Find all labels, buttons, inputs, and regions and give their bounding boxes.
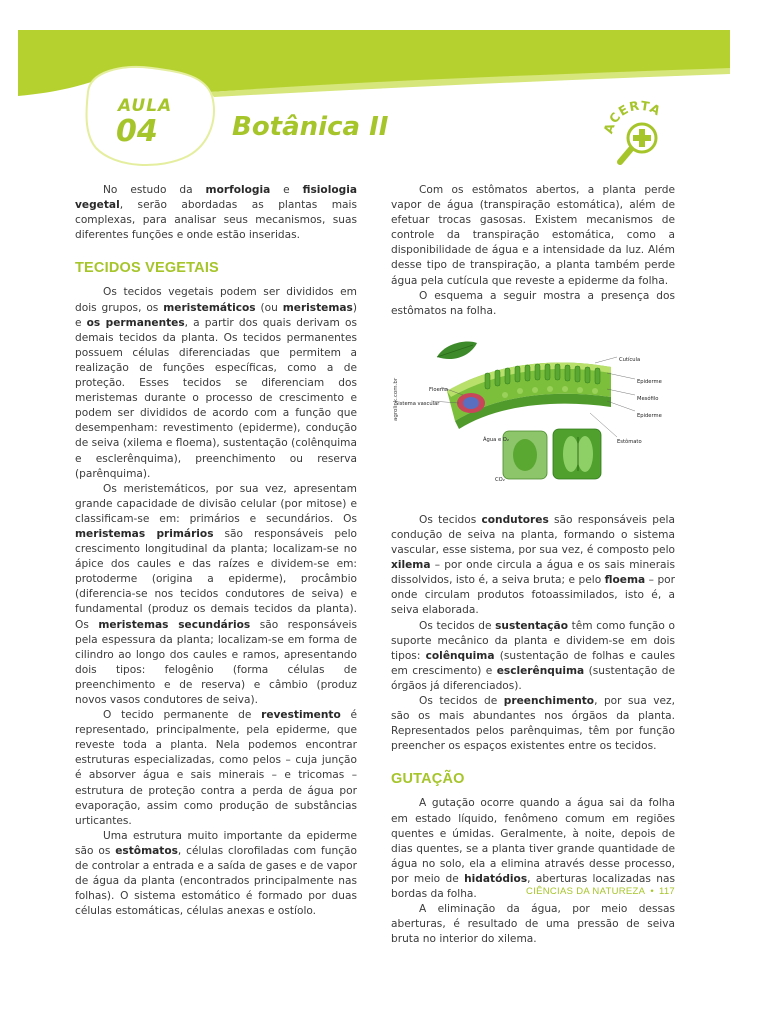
svg-text:ACERTA: ACERTA <box>600 97 664 136</box>
page-title: Botânica II <box>232 112 389 142</box>
page-number: 117 <box>658 886 675 897</box>
page-header <box>0 0 768 175</box>
footer-section: CIÊNCIAS DA NATUREZA <box>525 886 646 897</box>
label-floema: Floema <box>429 386 449 393</box>
label-co2: CO₂ <box>495 476 505 483</box>
paragraph: Os tecidos de preenchimento, por sua vez, são os mais abundantes nos órgãos da planta. Representados pelos parênquimas, têm por função preencher os espaços existentes entre os tecidos. <box>391 694 675 753</box>
aula-label: AULA <box>118 96 173 116</box>
paragraph: Com os estômatos abertos, a planta perde vapor de água (transpiração estomática), além de efetuar trocas gasosas. Existem mecanismos de controle da transpiração estomática, como a disponibilidade de água e a intensidade da luz. Além desse tipo de transpiração, a planta também perde água pela cutícula que reveste a epiderme da folha. <box>391 184 675 287</box>
paragraph: O esquema a seguir mostra a presença dos estômatos na folha. <box>391 289 675 317</box>
paragraph: Os tecidos de sustentação têm como função o suporte mecânico da planta e dividem-se em dois tipos: colênquima (sustentação de folhas e caules em crescimento) e esclerênquima (sustentação de órgãos já diferenciados). <box>391 619 675 692</box>
label-epiderme-top: Epiderme <box>637 378 662 385</box>
aula-number: 04 <box>116 114 158 149</box>
page-footer <box>391 886 675 897</box>
leaf-cross-section-figure <box>385 333 675 489</box>
paragraph: A gutação ocorre quando a água sai da folha em estado líquido, fenômeno comum em regiões quentes e úmidas. Geralmente, à noite, depois de dias quentes, se a planta tiver grande quantidade de água no solo, ela a elimina através desse processo, por meio de hidatódios, aberturas localizadas nas bordas da folha. <box>391 797 675 900</box>
label-sistema-vascular: Sistema vascular <box>395 400 440 407</box>
acerta-magnifier-logo <box>598 96 678 174</box>
intro-paragraph: No estudo da morfologia e fisiologia vegetal, serão abordadas as plantas mais complexas, para analisar seus mecanismos, suas diferentes funções e onde estão inseridas. <box>75 184 357 242</box>
label-cuticula: Cutícula <box>619 356 641 363</box>
paragraph: A eliminação da água, por meio dessas aberturas, é resultado de uma pressão de seiva bruta no interior do xilema. <box>391 903 675 946</box>
label-epiderme-bottom: Epiderme <box>637 412 662 419</box>
paragraph: Os tecidos vegetais podem ser divididos em dois grupos, os meristemáticos (ou meristemas) e os permanentes, a partir dos quais derivam os demais tecidos da planta. Os tecidos permanentes possuem células diferenciadas que permitem a realização de funções específicas, como a de proteção. Esses tecidos se diferenciam dos meristemas durante o processo de crescimento e podem ser divididos de acordo com a função que desempenham: revestimento (epiderme), condução de seiva (xilema e floema), sustentação (colênquima e esclerênquima), preenchimento ou reserva (parênquima). <box>75 286 357 480</box>
footer-bullet: • <box>650 886 654 897</box>
paragraph: Os tecidos condutores são responsáveis pela condução de seiva na planta, formando o sistema vascular, esse sistema, por sua vez, é composto pelo xilema – por onde circula a água e os sais minerais dissolvidos, isto é, a seiva bruta; e pelo floema – por onde circulam produtos fotoassimilados, isto é, a seiva elaborada. <box>391 513 675 617</box>
label-estomato: Estômato <box>617 438 642 445</box>
left-column <box>75 183 357 919</box>
paragraph: Uma estrutura muito importante da epiderme são os estômatos, células clorofiladas com função de controlar a entrada e a saída de gases e de vapor de água da planta (encontrados principalmente nas folhas). O sistema estomático é formado por duas células estomáticas, células anexas e ostíolo. <box>75 829 357 918</box>
paragraph: Os meristemáticos, por sua vez, apresentam grande capacidade de divisão celular (por mitose) e classificam-se em: primários e secundários. Os meristemas primários são responsáveis pelo crescimento longitudinal da planta; localizam-se no ápice dos caules e das raízes e dividem-se em: protoderme (origina a epiderme), procâmbio (diferencia-se nos tecidos condutores de seiva) e fundamental (produz os demais tecidos da planta). Os meristemas secundários são responsáveis pela espessura da planta; localizam-se em forma de cilindro ao longo dos caules e ramos, apresentando dois tipos: felogênio (forma células de preenchimento e de reserva) e câmbio (produz novos vasos condutores de seiva). <box>75 482 357 706</box>
paragraph: O tecido permanente de revestimento é representado, principalmente, pela epiderme, que reveste toda a planta. Nela podemos encontrar estruturas especializadas, como pelos – cujа junção é absorver água e sais minerais – e tricomas – estrutura de proteção contra a perda de água por evaporação, assim como produção de substâncias urticantes. <box>75 709 357 827</box>
label-agua-o2: Água e O₂ <box>483 436 509 443</box>
label-mesofilo: Mesófilo <box>637 395 659 402</box>
section-heading-gutacao: GUTAÇÃO <box>391 771 465 788</box>
right-column <box>391 183 675 947</box>
section-heading-tecidos: TECIDOS VEGETAIS <box>75 260 219 277</box>
image-credit: agrolink.com.br <box>393 377 399 421</box>
